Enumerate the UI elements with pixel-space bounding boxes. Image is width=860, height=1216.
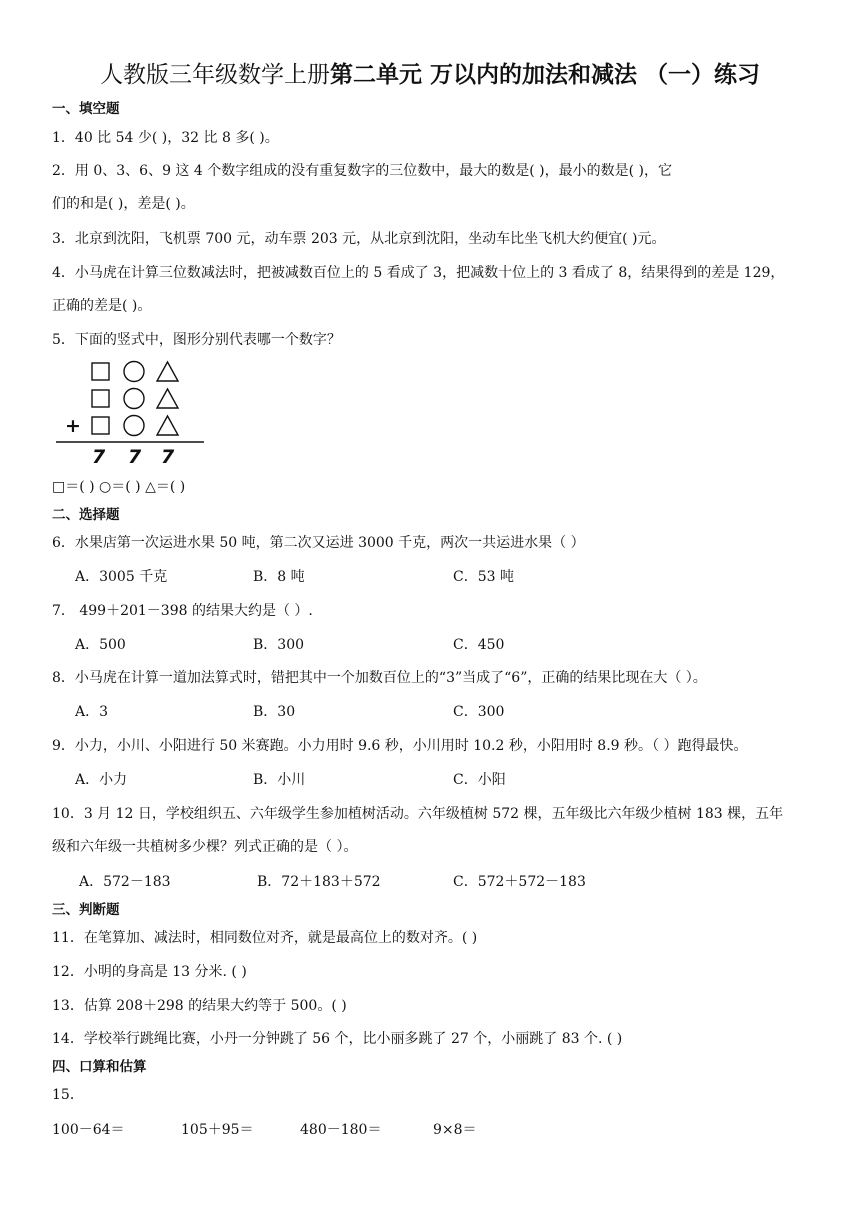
plus-sign: + — [65, 415, 81, 437]
circle-shape — [124, 416, 144, 436]
option-c: C．300 — [453, 704, 505, 720]
question-1: 1．40 比 54 少( )，32 比 8 多( )。 — [52, 130, 279, 146]
circle-shape — [124, 389, 144, 409]
calc-item: 105＋95＝ — [181, 1122, 254, 1138]
question-5: 5．下面的竖式中，图形分别代表哪一个数字？ — [52, 332, 341, 348]
question-9: 9．小力，小川、小阳进行 50 米赛跑。小力用时 9.6 秒，小川用时 10.2 秒，小阳用时 8.9 秒。（ ）跑得最快。 — [52, 738, 748, 754]
section-heading-fill-blank: 一、填空题 — [52, 101, 120, 117]
option-a: A．572－183 — [79, 874, 171, 890]
square-shape — [92, 390, 109, 407]
question-8: 8．小马虎在计算一道加法算式时，错把其中一个加数百位上的“3”当成了“6”，正确的结果比现在大（ ）。 — [52, 670, 707, 686]
option-a: A．3 — [75, 704, 109, 720]
option-b: B．300 — [253, 637, 305, 653]
calc-item: 9×8＝ — [433, 1122, 477, 1138]
title-part2: 第二单元 万以内的加法和减法 （一）练习 — [329, 61, 760, 88]
option-c: C．450 — [453, 637, 505, 653]
option-b: B．30 — [253, 704, 296, 720]
question-13: 13．估算 208＋298 的结果大约等于 500。( ) — [52, 998, 347, 1014]
option-c: C．572＋572－183 — [453, 874, 586, 890]
question-10-line-2: 级和六年级一共植树多少棵？列式正确的是（ ）。 — [52, 839, 358, 855]
title-part1: 人教版三年级数学上册 — [99, 62, 330, 88]
section-heading-true-false: 三、判断题 — [52, 902, 120, 918]
question-10-line-1: 10．3 月 12 日，学校组织五、六年级学生参加植树活动。六年级植树 572 棵，五年级比六年级少植树 183 棵，五年 — [52, 806, 784, 822]
question-4-line-2: 正确的差是( )。 — [52, 298, 152, 314]
triangle-shape — [157, 389, 178, 408]
square-shape — [92, 417, 109, 434]
question-14: 14．学校举行跳绳比赛，小丹一分钟跳了 56 个，比小丽多跳了 27 个，小丽跳了 83 个. ( ) — [52, 1031, 623, 1047]
question-15: 15． — [52, 1087, 84, 1103]
question-5-answer: □＝( ) ○＝( ) △＝( ) — [52, 479, 186, 495]
question-3: 3．北京到沈阳，飞机票 700 元，动车票 203 元，从北京到沈阳，坐动车比坐飞机大约便宜( )元。 — [52, 231, 666, 247]
option-c: C．53 吨 — [453, 569, 514, 585]
option-a: A．500 — [75, 637, 126, 653]
option-a: A．3005 千克 — [75, 569, 168, 585]
result-digit: 7 — [92, 446, 106, 468]
section-heading-mental-math: 四、口算和估算 — [52, 1059, 147, 1075]
option-a: A．小力 — [75, 772, 128, 788]
question-12: 12．小明的身高是 13 分米. ( ) — [52, 964, 247, 980]
result-digit: 7 — [128, 446, 142, 468]
question-2-line-1: 2．用 0、3、6、9 这 4 个数字组成的没有重复数字的三位数中，最大的数是( )，最小的数是( )，它 — [52, 163, 672, 179]
question-2-line-2: 们的和是( )，差是( )。 — [52, 196, 195, 212]
question-11: 11．在笔算加、减法时，相同数位对齐，就是最高位上的数对齐。( ) — [52, 930, 478, 946]
question-7: 7． 499＋201－398 的结果大约是（ ）. — [52, 603, 313, 619]
calculation-row — [52, 1120, 552, 1140]
triangle-shape — [157, 416, 178, 435]
option-b: B．小川 — [253, 772, 306, 788]
triangle-shape — [157, 362, 178, 381]
option-b: B．72＋183＋572 — [257, 874, 381, 890]
vertical-addition-figure — [52, 356, 212, 468]
calc-item: 100－64＝ — [52, 1122, 125, 1138]
option-b: B．8 吨 — [253, 569, 305, 585]
page-title — [0, 58, 860, 92]
circle-shape — [124, 362, 144, 382]
calc-item: 480－180＝ — [300, 1122, 382, 1138]
option-c: C．小阳 — [453, 772, 506, 788]
square-shape — [92, 363, 109, 380]
question-6: 6．水果店第一次运进水果 50 吨，第二次又运进 3000 千克，两次一共运进水果（ ） — [52, 535, 585, 551]
result-digit: 7 — [161, 446, 175, 468]
section-heading-multiple-choice: 二、选择题 — [52, 507, 120, 523]
question-4-line-1: 4．小马虎在计算三位数减法时，把被减数百位上的 5 看成了 3，把减数十位上的 3 看成了 8，结果得到的差是 129， — [52, 265, 785, 281]
